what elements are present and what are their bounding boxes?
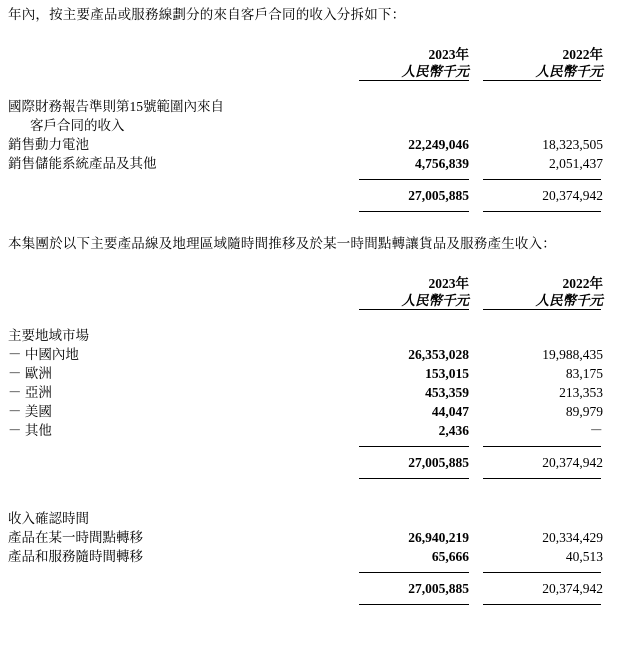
mid-paragraph: 本集團於以下主要產品線及地理區域隨時間推移及於某一時間點轉讓貨品及服務產生收入： (8, 236, 556, 251)
total-value-prior: 20,374,942 (542, 581, 603, 596)
spacer-row (8, 310, 609, 326)
table1-section-title-2 (8, 116, 609, 135)
table1-unit-prior: 人民幣千元 (535, 64, 603, 79)
row-value-current: 26,353,028 (408, 347, 469, 362)
table-row (8, 547, 609, 566)
table-row (8, 345, 609, 364)
table1-year-current: 2023年 (428, 47, 469, 62)
row-label: 產品和服務隨時間轉移 (8, 549, 143, 564)
row-value-prior: 40,513 (565, 549, 603, 564)
row-value-current: 4,756,839 (415, 156, 469, 171)
geography-section-title (8, 326, 609, 345)
table-row (8, 402, 609, 421)
table2-unit-prior: 人民幣千元 (535, 293, 603, 308)
table1-header-units (8, 63, 609, 80)
intro-paragraph: 年內，按主要產品或服務線劃分的來自客戶合同的收入分拆如下： (8, 7, 406, 22)
row-value-current: 26,940,219 (408, 530, 469, 545)
row-value-prior: 213,353 (559, 385, 603, 400)
row-value-current: 44,047 (431, 404, 469, 419)
row-label: 銷售儲能系統產品及其他 (8, 156, 157, 171)
row-value-current: 2,436 (438, 423, 469, 438)
row-value-prior: 89,979 (565, 404, 603, 419)
total-value-prior: 20,374,942 (542, 188, 603, 203)
row-label: 銷售動力電池 (8, 137, 89, 152)
table-row (8, 421, 609, 440)
revenue-by-geography-and-timing-table (8, 253, 609, 605)
geography-total-row (8, 453, 609, 472)
row-value-prior: 20,334,429 (542, 530, 603, 545)
table-row (8, 383, 609, 402)
row-value-prior: － (589, 423, 603, 438)
table2-unit-current: 人民幣千元 (401, 293, 469, 308)
total-value-prior: 20,374,942 (542, 455, 603, 470)
table1-total-row (8, 186, 609, 205)
row-label: － 中國內地 (8, 347, 79, 362)
table2-year-current: 2023年 (428, 276, 469, 291)
table-row (8, 528, 609, 547)
geography-title: 主要地域市場 (8, 328, 89, 343)
row-label: － 亞洲 (8, 385, 52, 400)
spacer-row (8, 253, 609, 275)
total-value-current: 27,005,885 (408, 581, 469, 596)
table-row (8, 135, 609, 154)
row-value-current: 22,249,046 (408, 137, 469, 152)
timing-total-rule (8, 604, 609, 605)
timing-title: 收入確認時間 (8, 511, 89, 526)
total-value-current: 27,005,885 (408, 188, 469, 203)
timing-total-row (8, 579, 609, 598)
table-row (8, 364, 609, 383)
row-value-current: 453,359 (425, 385, 469, 400)
total-label (8, 186, 357, 205)
table-row (8, 154, 609, 173)
timing-section-title (8, 509, 609, 528)
table1-section-title-1 (8, 97, 609, 116)
table2-header-units (8, 292, 609, 309)
row-value-prior: 83,175 (565, 366, 603, 381)
row-label: － 歐洲 (8, 366, 52, 381)
row-value-prior: 2,051,437 (549, 156, 603, 171)
section-title-line2: 客戶合同的收入 (30, 118, 125, 133)
spacer-row (8, 479, 609, 509)
revenue-by-product-table (8, 24, 609, 212)
row-label: 產品在某一時間點轉移 (8, 530, 143, 545)
spacer-row (8, 81, 609, 97)
row-value-current: 153,015 (425, 366, 469, 381)
row-label: － 美國 (8, 404, 52, 419)
section-title-line1: 國際財務報告準則第15號範圍內來自 (8, 99, 224, 114)
total-value-current: 27,005,885 (408, 455, 469, 470)
table1-year-prior: 2022年 (562, 47, 603, 62)
row-value-prior: 18,323,505 (542, 137, 603, 152)
table2-header-years (8, 275, 609, 292)
table1-unit-current: 人民幣千元 (401, 64, 469, 79)
row-value-prior: 19,988,435 (542, 347, 603, 362)
row-label: － 其他 (8, 423, 52, 438)
table1-header-years (8, 46, 609, 63)
spacer-row (8, 24, 609, 46)
table2-year-prior: 2022年 (562, 276, 603, 291)
row-value-current: 65,666 (431, 549, 469, 564)
